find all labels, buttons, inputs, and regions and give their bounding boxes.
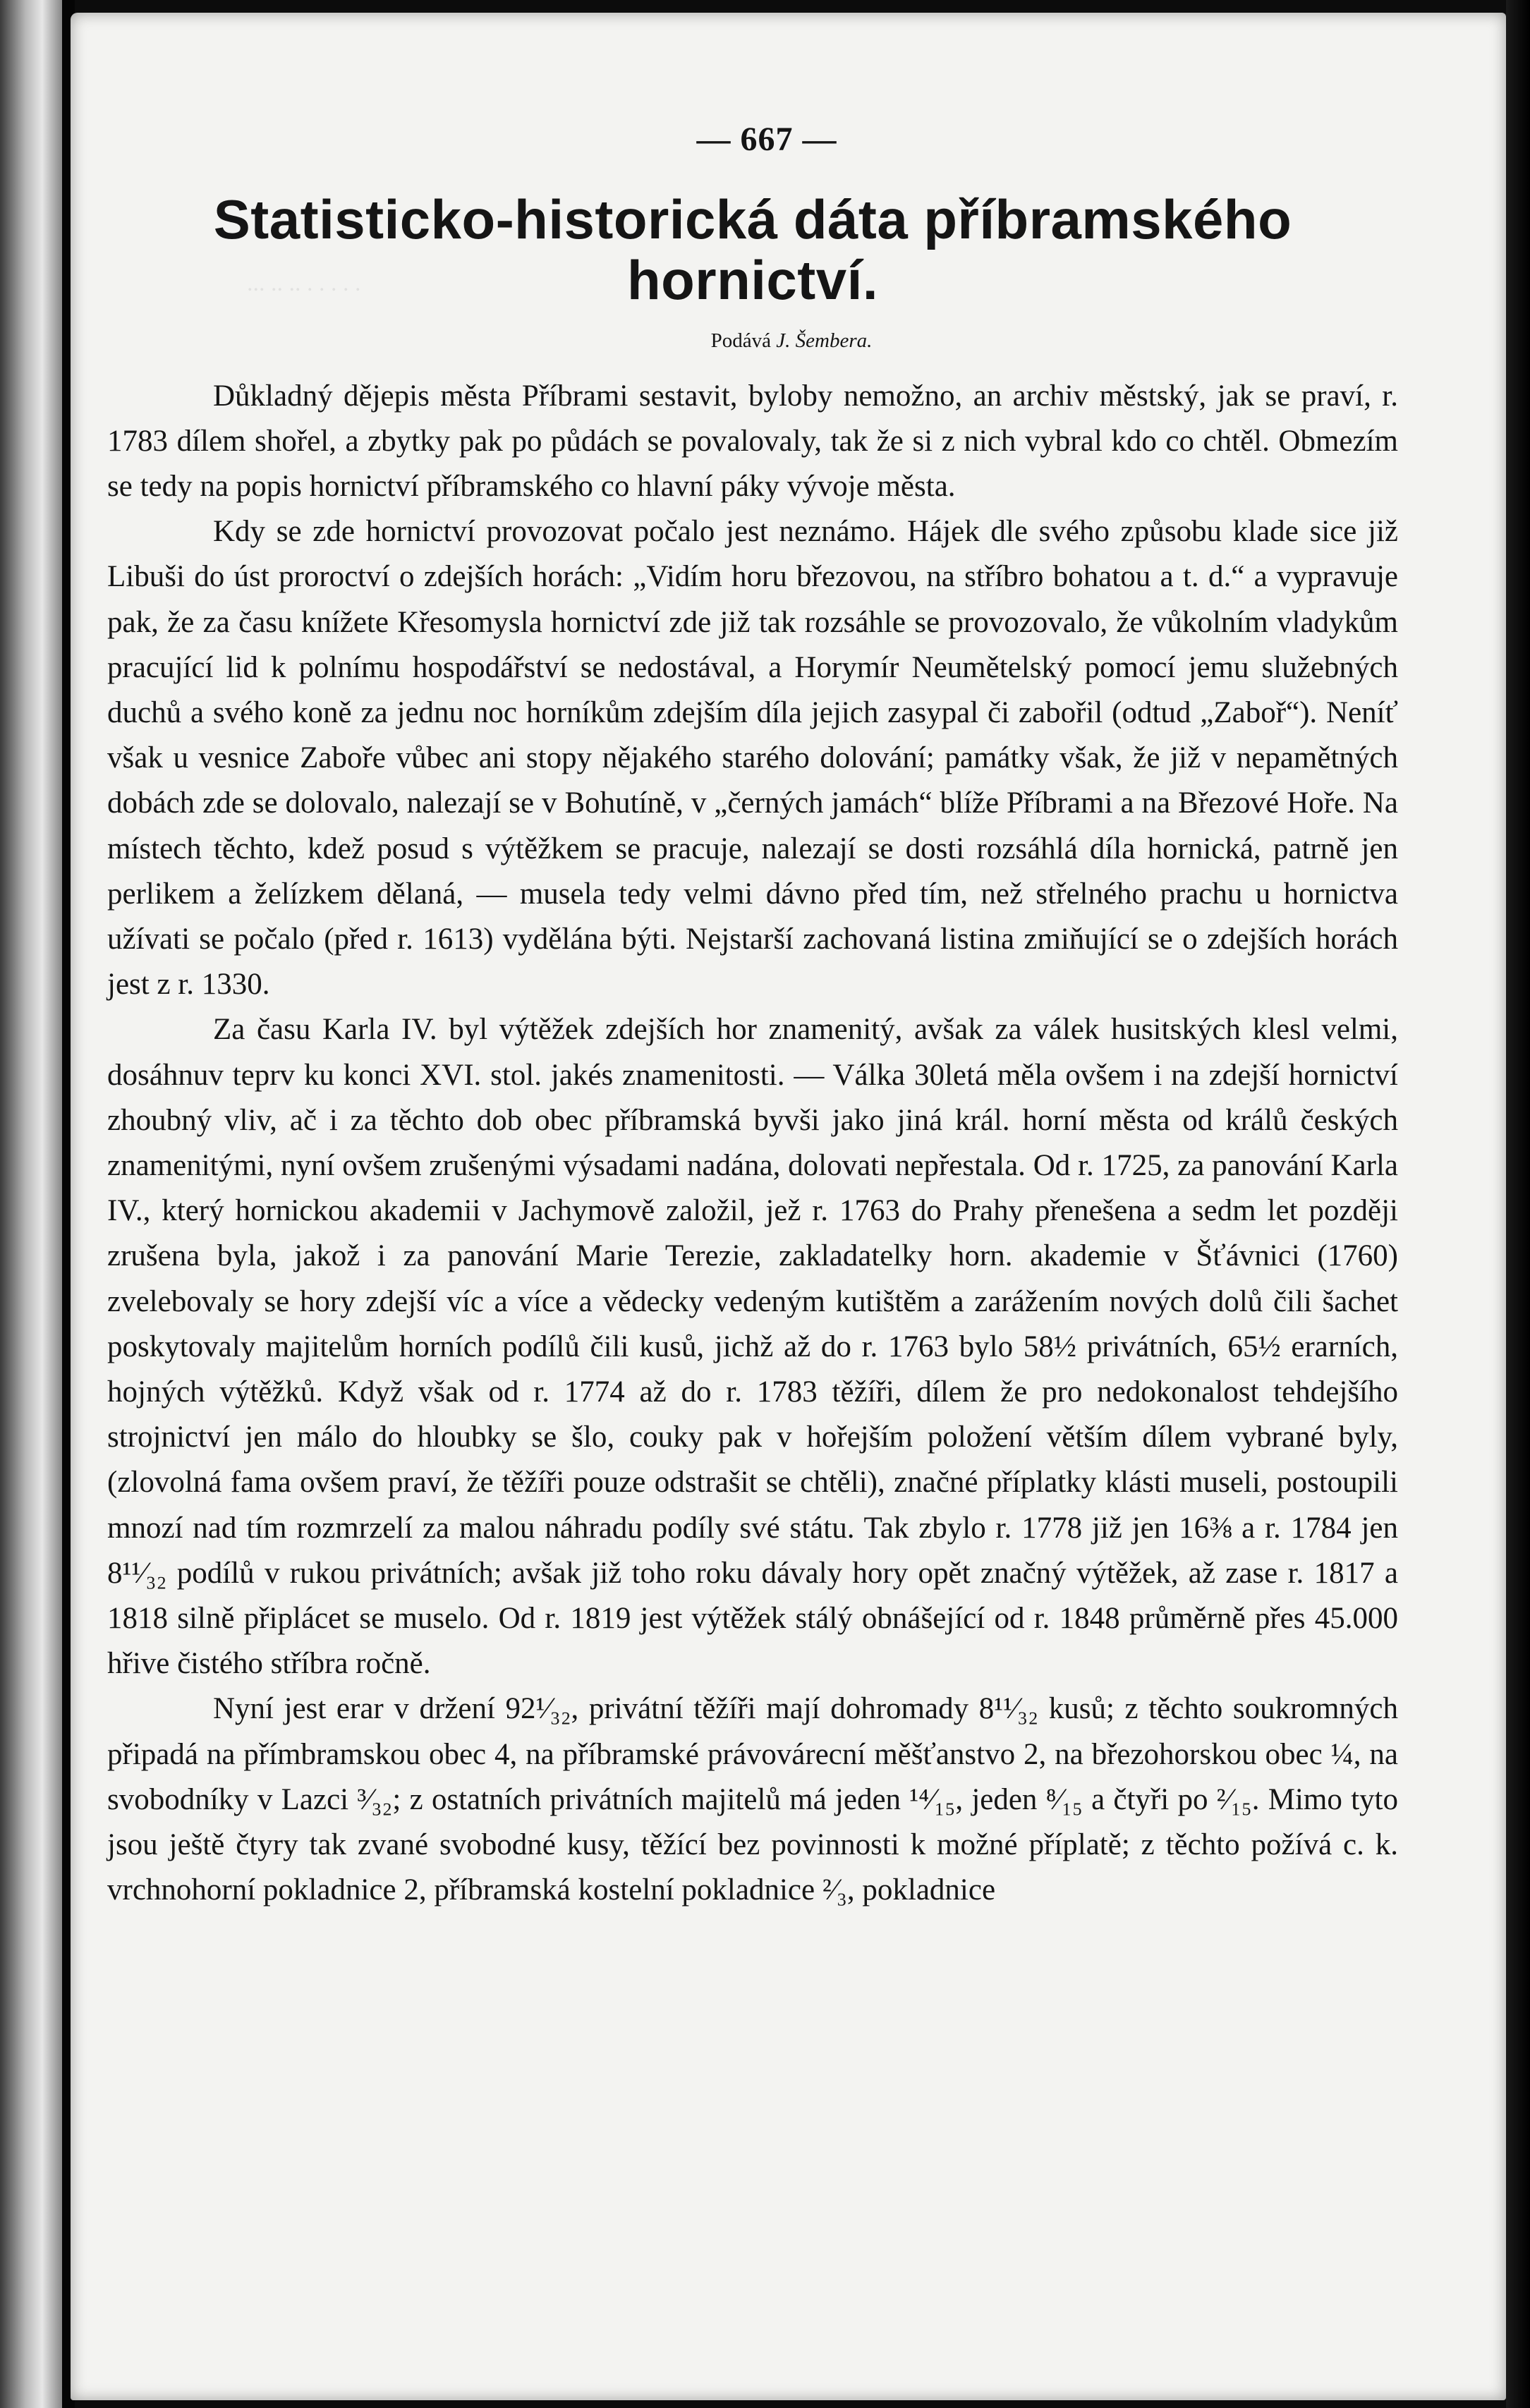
byline-author: J. Šembera. bbox=[776, 329, 873, 352]
article-title: Statisticko-historická dáta příbramského hornictví. bbox=[213, 188, 1292, 311]
bleed-through-text: ... .. .. . . . . . bbox=[247, 270, 361, 296]
paragraph-1: Důkladný dějepis města Příbrami sestavit, byloby nemožno, an archiv městský, jak se praví, r. 1783 dílem shořel, a zbytky pak po půdách se povalovaly, tak že si z nich vybral kdo co chtěl. Obmezím se tedy na popis hornictví příbramského co hlavní páky vývoje města. bbox=[107, 379, 1398, 503]
paragraph-2: Kdy se zde hornictví provozovat počalo jest neznámo. Hájek dle svého způsobu klade sice již Libuši do úst proroctví o zdejších horách: „Vidím horu březovou, na stříbro bohatou a t. d.“ a vypravuje pak, že za času knížete Křesomysla hornictví zde již tak rozsáhle se provozovalo, že vůkolním vladykům pracující lid k polnímu hospodářství se nedostával, a Horymír Neumětelský pomocí jemu služebných duchů a svého koně za jednu noc horníkům zdejším díla jejich zasypal či zabořil (odtud „Zaboř“). Neníť však u vesnice Zaboře vůbec ani stopy nějakého starého dolování; památky však, že již v nepamětných dobách zde se dolovalo, nalezají se v Bohutíně, v „černých jamách“ blíže Příbrami a na Březové Hoře. Na místech těchto, kdež posud s výtěžkem se pracuje, nalezají se dosti rozsáhlá díla hornická, patrně jen perlikem a želízkem dělaná, — musela tedy velmi dávno před tím, než střelného prachu u hornictva užívati se počalo (před r. 1613) vydělána býti. Nejstarší zachovaná listina zmiňující se o zdejších horách jest z r. 1330. bbox=[107, 515, 1398, 1002]
paragraph-3: Za času Karla IV. byl výtěžek zdejších hor znamenitý, avšak za válek husitských klesl velmi, dosáhnuv teprv ku konci XVI. stol. jakés znamenitosti. — Válka 30letá měla ovšem i na zdejší hornictví zhoubný vliv, ač i za těchto dob obec příbramská byvši jako jiná král. horní města od králů českých znamenitými, nyní ovšem zrušenými výsadami nadána, dolovati nepřestala. Od r. 1725, za panování Karla IV., který hornickou akademii v Jachymově založil, jež r. 1763 do Prahy přenešena a sedm let později zrušena byla, jakož i za panování Marie Terezie, zakladatelky horn. akademie v Šťávnici (1760) zvelebovaly se hory zdejší víc a více a vědecky vedeným kutištěm a zarážením nových dolů čili šachet poskytovaly majitelům horních podílů čili kusů, jichž až do r. 1763 bylo 58½ privátních, 65½ erarních, hojných výtěžků. Když však od r. 1774 až do r. 1783 těžíři, dílem že pro nedokonalost tehdejšího strojnictví jen málo do hloubky se šlo, couky pak v hořejším položení větším dílem vybrané byly, (zlovolná fama ovšem praví, že těžíři pouze odstrašit se chtěli), značné příplatky klásti museli, postoupili mnozí nad tím rozmrzelí za malou náhradu podíly své státu. Tak zbylo r. 1778 již jen 16⅜ a r. 1784 jen 8¹¹⁄₃₂ podílů v rukou privátních; avšak již toho roku dávaly hory opět značný výtěžek, až zase r. 1817 a 1818 silně připlácet se muselo. Od r. 1819 jest výtěžek stálý obnášející od r. 1848 průměrně přes 45.000 hřive čistého stříbra ročně. bbox=[107, 1013, 1398, 1681]
film-strip-edge bbox=[0, 0, 65, 2408]
film-right-edge bbox=[1506, 0, 1530, 2408]
page-content bbox=[107, 120, 1398, 1914]
paragraph-4: Nyní jest erar v držení 92¹⁄₃₂, privátní těžíři mají dohromady 8¹¹⁄₃₂ kusů; z těchto soukromných připadá na přímbramskou obec 4, na příbramské právovárecní měšťanstvo 2, na březohorskou obec ¼, na svobodníky v Lazci ³⁄₃₂; z ostatních privátních majitelů má jeden ¹⁴⁄₁₅, jeden ⁸⁄₁₅ a čtyři po ²⁄₁₅. Mimo tyto jsou ještě čtyry tak zvané svobodné kusy, těžící bez povinnosti k možné příplatě; z těchto požívá c. k. vrchnohorní pokladnice 2, příbramská kostelní pokladnice ²⁄₃, pokladnice bbox=[107, 1692, 1398, 1907]
page-number: — 667 — bbox=[696, 121, 837, 158]
byline-prefix: Podává bbox=[710, 329, 772, 352]
byline bbox=[107, 329, 1398, 353]
